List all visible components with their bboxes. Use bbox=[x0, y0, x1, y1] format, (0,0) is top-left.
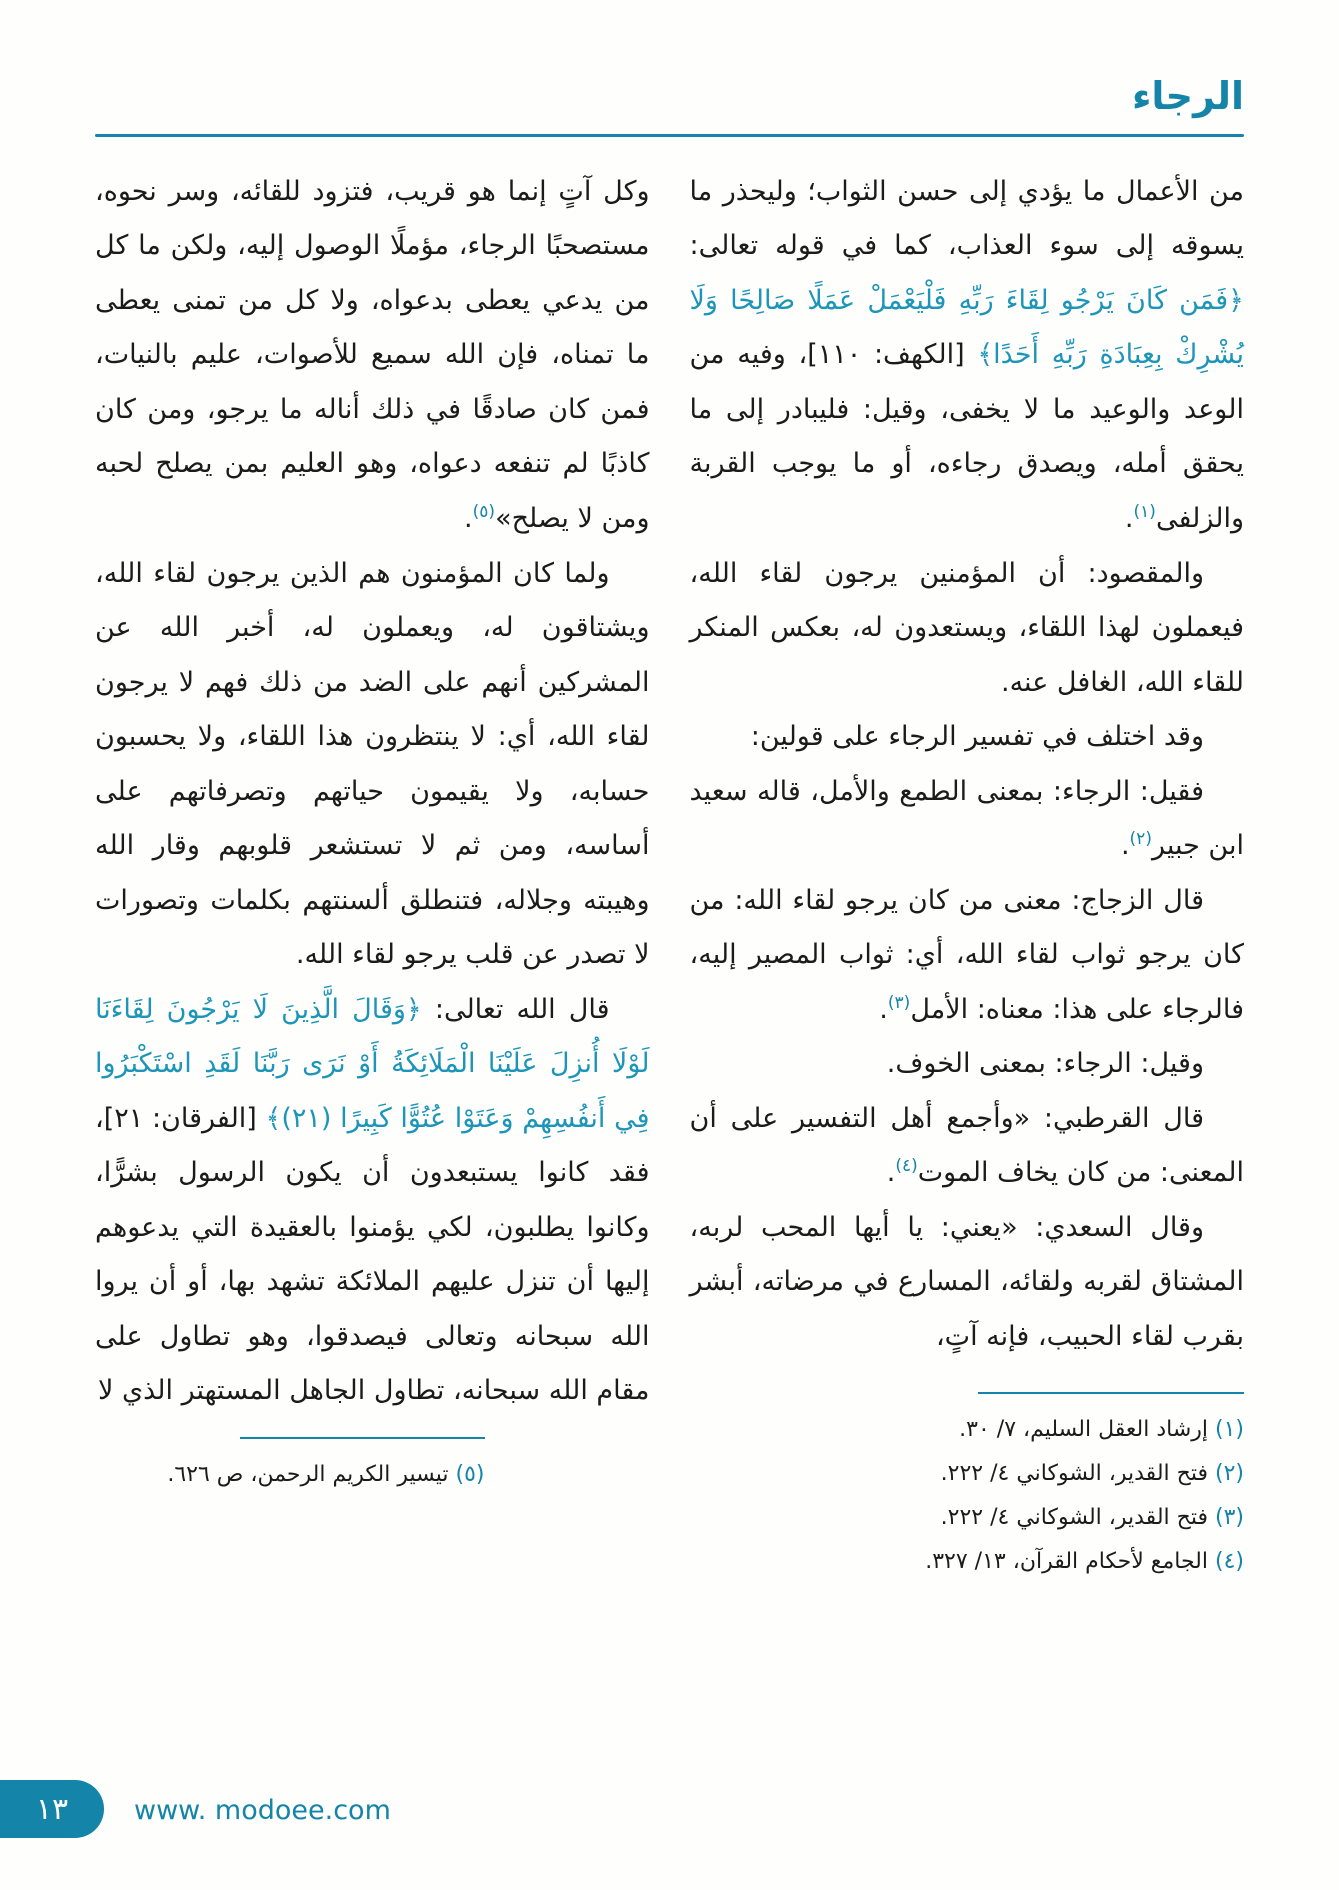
quran-verse: ﴿فَمَن كَانَ يَرْجُو لِقَاءَ رَبِّهِ فَلْيَعْمَلْ عَمَلًا صَالِحًا وَلَا يُشْرِكْ بِعِبَادَةِ رَبِّهِ أَحَدًا﴾ bbox=[689, 284, 1244, 371]
footnote-area-right bbox=[690, 1392, 1245, 1584]
footnote bbox=[690, 1452, 1245, 1496]
column-left bbox=[95, 165, 650, 1497]
footnotes-left bbox=[95, 1453, 485, 1497]
paragraph bbox=[690, 710, 1245, 765]
footnote-number: (٥) bbox=[455, 1462, 485, 1488]
website-link[interactable]: www. modoee.com bbox=[134, 1795, 391, 1826]
text-segment: . bbox=[1124, 502, 1134, 534]
paragraph bbox=[95, 547, 650, 983]
footnote-text: فتح القدير، الشوكاني ٤/ ٢٢٢. bbox=[940, 1461, 1215, 1487]
column-right bbox=[690, 165, 1245, 1585]
text-segment: وقال السعدي: «يعني: يا أيها المحب لربه، المشتاق لقربه ولقائه، المسارع في مرضاته، أبشر بقرب لقاء الحبيب، فإنه آتٍ، bbox=[689, 1211, 1244, 1352]
text-segment: . bbox=[1120, 830, 1130, 862]
paragraph bbox=[95, 983, 650, 1419]
column-right-paragraphs bbox=[690, 165, 1245, 1365]
footnote-separator-left bbox=[240, 1437, 485, 1439]
text-segment: قال القرطبي: «وأجمع أهل التفسير على أن المعنى: من كان يخاف الموت bbox=[689, 1102, 1244, 1189]
text-segment: . bbox=[464, 502, 473, 534]
text-segment: من الأعمال ما يؤدي إلى حسن الثواب؛ وليحذر ما يسوقه إلى سوء العذاب، كما في قوله تعالى: bbox=[689, 175, 1244, 262]
footnote-area-left bbox=[95, 1437, 485, 1497]
quran-verse: ﴿وَقَالَ الَّذِينَ لَا يَرْجُونَ لِقَاءَنَا لَوْلَا أُنزِلَ عَلَيْنَا الْمَلَائِكَةُ أَوْ نَرَى رَبَّنَا لَقَدِ اسْتَكْبَرُوا فِي أَنفُسِهِمْ وَعَتَوْا عُتُوًّا كَبِيرًا (٢١)﴾ bbox=[95, 993, 650, 1134]
text-segment: فقيل: الرجاء: بمعنى الطمع والأمل، قاله سعيد ابن جبير bbox=[689, 775, 1244, 862]
paragraph bbox=[690, 547, 1245, 711]
paragraph bbox=[690, 165, 1245, 547]
footnote-ref: (١) bbox=[1133, 501, 1156, 522]
footnote-number: (٣) bbox=[1214, 1505, 1244, 1531]
text-segment: [الفرقان: ٢١]، فقد كانوا يستبعدون أن يكون الرسول بشرًّا، وكانوا يطلبون، لكي يؤمنوا بالعقيدة التي يدعوهم إليها أن تنزل عليهم الملائكة تشهد بها، أو أن يروا الله سبحانه وتعالى فيصدقوا، وهو تطاول على مقام الله سبحانه، تطاول الجاهل المستهتر الذي لا bbox=[95, 1102, 650, 1407]
footnote-number: (٤) bbox=[1214, 1549, 1244, 1575]
footnote bbox=[690, 1540, 1245, 1584]
paragraph bbox=[690, 765, 1245, 874]
text-segment: ولما كان المؤمنون هم الذين يرجون لقاء الله، ويشتاقون له، ويعملون له، أخبر الله عن المشركين أنهم على الضد من ذلك فهم لا يرجون لقاء الله، أي: لا ينتظرون هذا اللقاء، ولا يحسبون حسابه، ولا يقيمون حياتهم وتصرفاتهم على أساسه، ومن ثم لا تستشعر قلوبهم وقار الله وهيبته وجلاله، فتنطلق ألسنتهم بكلمات وتصورات لا تصدر عن قلب يرجو لقاء الله. bbox=[95, 557, 650, 971]
footnote-number: (١) bbox=[1214, 1417, 1244, 1443]
footnote-ref: (٢) bbox=[1129, 829, 1152, 850]
paragraph bbox=[95, 165, 650, 547]
footnotes-right bbox=[690, 1408, 1245, 1584]
text-segment: وقد اختلف في تفسير الرجاء على قولين: bbox=[750, 721, 1204, 753]
page-header bbox=[0, 0, 1339, 137]
text-segment: وكل آتٍ إنما هو قريب، فتزود للقائه، وسر نحوه، مستصحبًا الرجاء، مؤملًا الوصول إليه، ولكن ما كل من يدعي يعطى بدعواه، ولا كل من تمنى يعطى ما تمناه، فإن الله سميع للأصوات، عليم بالنيات، فمن كان صادقًا في ذلك أناله ما يرجو، ومن كان كاذبًا لم تنفعه دعواه، وهو العليم بمن يصلح لحبه ومن لا يصلح» bbox=[95, 175, 650, 534]
page-number-badge bbox=[0, 1780, 104, 1838]
footnote-text: إرشاد العقل السليم، ٧/ ٣٠. bbox=[959, 1417, 1215, 1443]
paragraph bbox=[690, 874, 1245, 1038]
footnote-text: الجامع لأحكام القرآن، ١٣/ ٣٢٧. bbox=[925, 1549, 1215, 1575]
footnote bbox=[690, 1496, 1245, 1540]
footnote-number: (٢) bbox=[1214, 1461, 1244, 1487]
text-segment: . bbox=[879, 993, 888, 1025]
footnote-ref: (٥) bbox=[472, 501, 496, 522]
footnote-ref: (٤) bbox=[895, 1156, 918, 1177]
footnote bbox=[690, 1408, 1245, 1452]
paragraph bbox=[690, 1092, 1245, 1201]
page-footer bbox=[0, 1760, 1339, 1890]
text-segment: والمقصود: أن المؤمنين يرجون لقاء الله، فيعملون لهذا اللقاء، ويستعدون له، بعكس المنكر للقاء الله، الغافل عنه. bbox=[689, 557, 1244, 698]
paragraph bbox=[690, 1037, 1245, 1092]
content-columns bbox=[0, 137, 1339, 1585]
text-segment: قال الزجاج: معنى من كان يرجو لقاء الله: من كان يرجو ثواب لقاء الله، أي: ثواب المصير إليه، فالرجاء على هذا: معناه: الأمل bbox=[689, 884, 1244, 1025]
footnote-separator-right bbox=[978, 1392, 1244, 1394]
footnote bbox=[95, 1453, 485, 1497]
footnote-text: تيسير الكريم الرحمن، ص ٦٢٦. bbox=[167, 1462, 456, 1488]
text-segment: . bbox=[886, 1157, 896, 1189]
text-segment: وقيل: الرجاء: بمعنى الخوف. bbox=[886, 1048, 1204, 1080]
paragraph bbox=[690, 1201, 1245, 1365]
chapter-title: الرجاء bbox=[1131, 74, 1244, 118]
footnote-text: فتح القدير، الشوكاني ٤/ ٢٢٢. bbox=[940, 1505, 1215, 1531]
text-segment: قال الله تعالى: bbox=[421, 993, 610, 1025]
column-left-paragraphs bbox=[95, 165, 650, 1419]
text-segment: [الكهف: ١١٠]، وفيه من الوعد والوعيد ما لا يخفى، وقيل: فليبادر إلى ما يحقق أمله، ويصدق رجاءه، أو ما يوجب القربة والزلفى bbox=[689, 339, 1244, 534]
page-number: ١٣ bbox=[35, 1791, 69, 1827]
footnote-ref: (٣) bbox=[887, 992, 911, 1013]
